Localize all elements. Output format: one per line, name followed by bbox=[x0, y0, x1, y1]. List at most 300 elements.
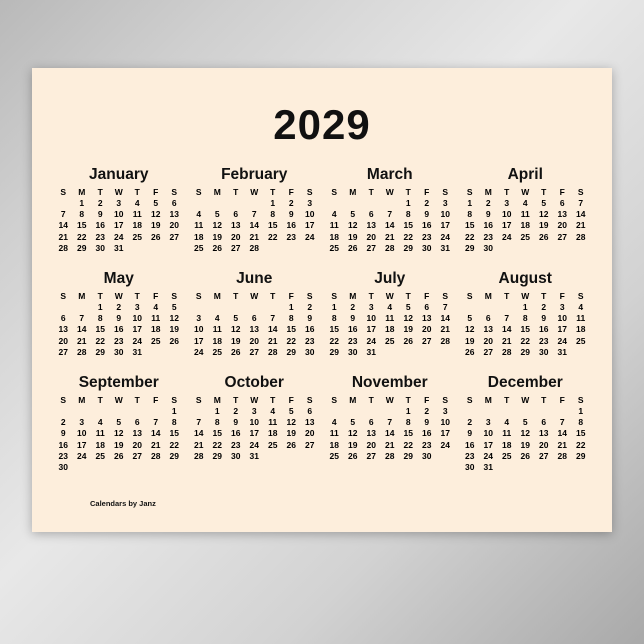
day-cell: 2 bbox=[424, 198, 430, 208]
day-cell: 8 bbox=[467, 209, 473, 220]
weekday-header: T bbox=[270, 395, 276, 406]
day-cell-empty bbox=[227, 302, 246, 313]
day-cell: 4 bbox=[522, 198, 528, 208]
days-grid bbox=[461, 302, 591, 358]
days-grid bbox=[190, 302, 320, 358]
day-cell: 19 bbox=[231, 335, 241, 346]
day-cell: 26 bbox=[403, 335, 413, 346]
day-cell: 12 bbox=[231, 324, 241, 335]
weekday-header: F bbox=[559, 395, 565, 406]
day-cell: 10 bbox=[440, 417, 450, 428]
day-cell: 7 bbox=[196, 417, 202, 428]
day-cell: 14 bbox=[502, 324, 512, 335]
month-name: September bbox=[78, 374, 159, 392]
day-cell: 26 bbox=[348, 242, 358, 253]
day-cell: 10 bbox=[557, 313, 567, 324]
day-cell: 29 bbox=[329, 346, 339, 357]
day-cell: 21 bbox=[249, 231, 259, 242]
day-cell: 10 bbox=[77, 428, 87, 439]
day-cell: 24 bbox=[366, 335, 376, 346]
day-cell: 19 bbox=[465, 335, 475, 346]
day-cell: 26 bbox=[520, 450, 530, 461]
day-cell: 23 bbox=[58, 450, 68, 461]
day-cell-empty bbox=[264, 302, 283, 313]
day-cell: 14 bbox=[58, 220, 68, 231]
day-cell: 27 bbox=[132, 450, 142, 461]
day-cell: 16 bbox=[539, 324, 549, 335]
day-cell: 22 bbox=[403, 439, 413, 450]
day-cell: 22 bbox=[77, 231, 87, 242]
day-cell: 13 bbox=[422, 313, 432, 324]
day-cell: 28 bbox=[249, 242, 259, 253]
day-cell: 1 bbox=[214, 406, 220, 417]
day-cell-empty bbox=[344, 198, 363, 209]
day-cell: 22 bbox=[286, 335, 296, 346]
day-cell: 26 bbox=[348, 450, 358, 461]
day-cell: 20 bbox=[557, 220, 567, 231]
day-cell: 20 bbox=[305, 428, 315, 439]
day-cell: 10 bbox=[249, 417, 259, 428]
day-cell: 6 bbox=[424, 302, 430, 313]
day-cell: 23 bbox=[483, 231, 493, 242]
day-cell: 24 bbox=[132, 335, 142, 346]
day-cell: 9 bbox=[97, 209, 103, 220]
day-cell: 9 bbox=[467, 428, 473, 439]
day-cell: 8 bbox=[288, 313, 294, 324]
day-cell: 28 bbox=[385, 242, 395, 253]
weekday-header: W bbox=[385, 187, 394, 197]
day-cell: 1 bbox=[79, 198, 85, 208]
day-cell: 19 bbox=[520, 439, 530, 450]
day-cell: 24 bbox=[114, 231, 124, 242]
day-cell-empty bbox=[54, 406, 73, 417]
day-cell: 4 bbox=[153, 302, 159, 313]
weekday-header: M bbox=[349, 187, 357, 197]
day-cell: 5 bbox=[233, 313, 239, 324]
weekday-header: S bbox=[442, 291, 449, 302]
day-cell: 10 bbox=[440, 209, 450, 220]
day-cell: 21 bbox=[576, 220, 586, 231]
day-cell: 25 bbox=[576, 335, 586, 346]
day-cell: 21 bbox=[440, 324, 450, 335]
weekday-header: T bbox=[270, 187, 276, 197]
day-cell: 1 bbox=[331, 302, 337, 313]
days-grid bbox=[325, 302, 455, 358]
day-cell: 13 bbox=[539, 428, 549, 439]
day-cell: 2 bbox=[541, 302, 547, 313]
day-cell: 17 bbox=[440, 220, 450, 231]
day-cell: 11 bbox=[268, 417, 278, 428]
weekday-header: S bbox=[331, 395, 338, 406]
day-cell: 14 bbox=[440, 313, 450, 324]
day-cell: 3 bbox=[116, 198, 122, 208]
weekday-header: T bbox=[405, 291, 411, 302]
page-title: 2029 bbox=[273, 101, 371, 148]
day-cell: 24 bbox=[77, 450, 87, 461]
day-cell: 16 bbox=[231, 428, 241, 439]
day-cell: 27 bbox=[366, 242, 376, 253]
day-cell: 2 bbox=[307, 302, 313, 313]
day-cell: 6 bbox=[559, 198, 565, 208]
day-cell: 8 bbox=[171, 417, 177, 428]
month-name: November bbox=[351, 374, 428, 392]
day-cell: 26 bbox=[286, 439, 296, 450]
day-cell: 5 bbox=[522, 417, 528, 428]
weekday-header: S bbox=[466, 395, 473, 406]
day-cell: 4 bbox=[97, 417, 103, 428]
day-cell: 19 bbox=[348, 439, 358, 450]
day-cell: 23 bbox=[286, 231, 296, 242]
day-cell: 3 bbox=[251, 406, 257, 417]
weekday-header: F bbox=[424, 187, 430, 197]
day-cell: 16 bbox=[422, 220, 432, 231]
day-cell: 22 bbox=[329, 335, 339, 346]
day-cell: 10 bbox=[502, 209, 512, 220]
month-block bbox=[54, 374, 184, 473]
weekday-header: F bbox=[288, 395, 294, 406]
weekday-header: F bbox=[288, 291, 294, 302]
day-cell-empty bbox=[128, 406, 147, 417]
month-block bbox=[461, 374, 591, 473]
day-cell: 29 bbox=[576, 450, 586, 461]
day-cell: 27 bbox=[169, 231, 179, 242]
day-cell: 7 bbox=[153, 417, 159, 428]
day-cell: 21 bbox=[268, 335, 278, 346]
weekday-header: F bbox=[559, 187, 565, 197]
day-cell-empty bbox=[227, 198, 246, 209]
day-cell: 15 bbox=[95, 324, 105, 335]
day-cell: 23 bbox=[114, 335, 124, 346]
day-cell: 21 bbox=[385, 231, 395, 242]
day-cell: 10 bbox=[114, 209, 124, 220]
day-cell: 16 bbox=[422, 428, 432, 439]
day-cell: 25 bbox=[520, 231, 530, 242]
day-cell-empty bbox=[190, 302, 209, 313]
weekday-header: T bbox=[541, 187, 547, 197]
day-cell: 28 bbox=[557, 450, 567, 461]
month-name: August bbox=[498, 270, 552, 288]
month-name: March bbox=[366, 166, 413, 183]
day-cell: 4 bbox=[331, 417, 337, 428]
day-cell-empty bbox=[325, 198, 344, 209]
weekday-header: T bbox=[97, 395, 103, 406]
day-cell: 17 bbox=[194, 335, 204, 346]
day-cell: 1 bbox=[270, 198, 276, 208]
day-cell: 26 bbox=[114, 450, 124, 461]
day-cell: 23 bbox=[422, 231, 432, 242]
day-cell: 10 bbox=[366, 313, 376, 324]
day-cell: 19 bbox=[169, 324, 179, 335]
day-cell: 21 bbox=[151, 439, 161, 450]
day-cell: 24 bbox=[557, 335, 567, 346]
day-cell: 17 bbox=[77, 439, 87, 450]
weekday-header: S bbox=[331, 187, 338, 197]
day-cell: 22 bbox=[520, 335, 530, 346]
day-cell: 10 bbox=[132, 313, 142, 324]
day-cell: 18 bbox=[385, 324, 395, 335]
day-cell: 4 bbox=[196, 209, 202, 220]
weekday-header-row bbox=[54, 291, 184, 302]
weekday-header: S bbox=[60, 395, 67, 406]
day-cell: 28 bbox=[58, 242, 68, 253]
weekday-header-row bbox=[461, 187, 591, 198]
month-block bbox=[325, 374, 455, 473]
day-cell: 3 bbox=[368, 302, 374, 313]
day-cell: 6 bbox=[541, 417, 547, 428]
day-cell-empty bbox=[73, 406, 92, 417]
day-cell: 15 bbox=[268, 220, 278, 231]
weekday-header: T bbox=[504, 187, 510, 197]
day-cell: 11 bbox=[520, 209, 530, 220]
day-cell: 27 bbox=[422, 335, 432, 346]
day-cell-empty bbox=[190, 198, 209, 209]
day-cell: 24 bbox=[440, 439, 450, 450]
day-cell: 26 bbox=[212, 242, 222, 253]
day-cell: 25 bbox=[95, 450, 105, 461]
day-cell: 7 bbox=[79, 313, 85, 324]
weekday-header: S bbox=[306, 395, 313, 406]
day-cell: 20 bbox=[58, 335, 68, 346]
day-cell: 14 bbox=[77, 324, 87, 335]
day-cell: 22 bbox=[95, 335, 105, 346]
day-cell: 29 bbox=[465, 242, 475, 253]
day-cell: 15 bbox=[212, 428, 222, 439]
day-cell: 29 bbox=[286, 346, 296, 357]
day-cell: 8 bbox=[331, 313, 337, 324]
day-cell-empty bbox=[54, 302, 73, 313]
days-grid bbox=[461, 406, 591, 473]
weekday-header-row bbox=[461, 395, 591, 406]
weekday-header: S bbox=[60, 291, 67, 302]
day-cell: 14 bbox=[194, 428, 204, 439]
day-cell: 11 bbox=[329, 220, 339, 231]
day-cell: 30 bbox=[58, 462, 68, 473]
day-cell: 13 bbox=[483, 324, 493, 335]
day-cell: 16 bbox=[286, 220, 296, 231]
day-cell: 13 bbox=[169, 209, 179, 220]
day-cell: 31 bbox=[440, 242, 450, 253]
day-cell-empty bbox=[461, 302, 480, 313]
day-cell: 18 bbox=[212, 335, 222, 346]
weekday-header: W bbox=[114, 291, 123, 302]
day-cell: 29 bbox=[403, 450, 413, 461]
weekday-header: T bbox=[368, 291, 374, 302]
day-cell: 29 bbox=[169, 450, 179, 461]
day-cell: 6 bbox=[307, 406, 313, 417]
weekday-header: F bbox=[424, 291, 430, 302]
day-cell: 15 bbox=[403, 220, 413, 231]
day-cell: 1 bbox=[578, 406, 584, 417]
weekday-header: M bbox=[78, 395, 86, 406]
day-cell: 8 bbox=[405, 209, 411, 220]
day-cell: 12 bbox=[212, 220, 222, 231]
weekday-header: F bbox=[153, 291, 159, 302]
day-cell: 21 bbox=[77, 335, 87, 346]
day-cell: 29 bbox=[95, 346, 105, 357]
day-cell: 9 bbox=[424, 209, 430, 220]
day-cell: 12 bbox=[465, 324, 475, 335]
day-cell: 17 bbox=[249, 428, 259, 439]
day-cell: 13 bbox=[557, 209, 567, 220]
weekday-header: S bbox=[171, 395, 178, 406]
day-cell: 11 bbox=[95, 428, 105, 439]
day-cell: 20 bbox=[231, 231, 241, 242]
day-cell: 5 bbox=[541, 198, 547, 208]
day-cell: 4 bbox=[134, 198, 140, 208]
day-cell: 25 bbox=[329, 242, 339, 253]
weekday-header: T bbox=[233, 291, 239, 302]
day-cell: 4 bbox=[578, 302, 584, 313]
day-cell: 8 bbox=[214, 417, 220, 428]
day-cell: 28 bbox=[194, 450, 204, 461]
poster-content bbox=[32, 68, 612, 532]
weekday-header: W bbox=[385, 395, 394, 406]
day-cell: 27 bbox=[483, 346, 493, 357]
day-cell: 15 bbox=[465, 220, 475, 231]
day-cell-empty bbox=[535, 406, 554, 417]
day-cell: 8 bbox=[270, 209, 276, 220]
day-cell: 7 bbox=[270, 313, 276, 324]
day-cell: 3 bbox=[134, 302, 140, 313]
month-block bbox=[54, 270, 184, 358]
day-cell: 28 bbox=[268, 346, 278, 357]
day-cell: 17 bbox=[440, 428, 450, 439]
day-cell: 18 bbox=[268, 428, 278, 439]
days-grid bbox=[54, 406, 184, 473]
day-cell: 23 bbox=[305, 335, 315, 346]
day-cell: 30 bbox=[483, 242, 493, 253]
day-cell: 4 bbox=[331, 209, 337, 220]
day-cell-empty bbox=[381, 198, 400, 209]
weekday-header: S bbox=[171, 187, 178, 197]
day-cell: 13 bbox=[366, 428, 376, 439]
days-grid bbox=[190, 406, 320, 462]
weekday-header: T bbox=[97, 291, 103, 302]
day-cell: 14 bbox=[268, 324, 278, 335]
day-cell: 7 bbox=[559, 417, 565, 428]
day-cell-empty bbox=[479, 406, 498, 417]
day-cell: 5 bbox=[214, 209, 220, 220]
weekday-header: T bbox=[541, 395, 547, 406]
day-cell: 22 bbox=[465, 231, 475, 242]
weekday-header: W bbox=[250, 187, 259, 197]
day-cell: 28 bbox=[151, 450, 161, 461]
day-cell: 5 bbox=[405, 302, 411, 313]
day-cell: 14 bbox=[249, 220, 259, 231]
day-cell: 15 bbox=[576, 428, 586, 439]
month-name: October bbox=[224, 374, 284, 392]
day-cell: 6 bbox=[251, 313, 257, 324]
weekday-header-row bbox=[190, 291, 320, 302]
month-block bbox=[461, 270, 591, 358]
weekday-header: T bbox=[504, 291, 510, 302]
month-name: May bbox=[103, 270, 134, 288]
day-cell: 7 bbox=[442, 302, 448, 313]
days-grid bbox=[54, 198, 184, 254]
day-cell: 2 bbox=[350, 302, 356, 313]
weekday-header: T bbox=[134, 291, 140, 302]
day-cell: 29 bbox=[403, 242, 413, 253]
day-cell: 25 bbox=[329, 450, 339, 461]
weekday-header: M bbox=[484, 187, 492, 197]
day-cell: 28 bbox=[440, 335, 450, 346]
weekday-header: T bbox=[405, 187, 411, 197]
day-cell: 11 bbox=[576, 313, 586, 324]
day-cell: 2 bbox=[467, 417, 473, 428]
day-cell: 2 bbox=[424, 406, 430, 417]
weekday-header: M bbox=[484, 291, 492, 302]
day-cell: 17 bbox=[114, 220, 124, 231]
day-cell-empty bbox=[73, 302, 92, 313]
day-cell: 22 bbox=[403, 231, 413, 242]
day-cell: 26 bbox=[465, 346, 475, 357]
day-cell: 16 bbox=[114, 324, 124, 335]
day-cell: 13 bbox=[231, 220, 241, 231]
day-cell: 25 bbox=[268, 439, 278, 450]
day-cell: 6 bbox=[134, 417, 140, 428]
day-cell: 7 bbox=[387, 209, 393, 220]
day-cell: 9 bbox=[233, 417, 239, 428]
weekday-header: W bbox=[521, 291, 530, 302]
month-name: February bbox=[221, 166, 288, 183]
day-cell: 4 bbox=[214, 313, 220, 324]
weekday-header: W bbox=[385, 291, 394, 302]
day-cell: 20 bbox=[169, 220, 179, 231]
day-cell: 20 bbox=[366, 439, 376, 450]
weekday-header-row bbox=[190, 187, 320, 198]
day-cell: 17 bbox=[557, 324, 567, 335]
day-cell: 29 bbox=[77, 242, 87, 253]
day-cell-empty bbox=[362, 198, 381, 209]
day-cell: 30 bbox=[348, 346, 358, 357]
day-cell: 27 bbox=[305, 439, 315, 450]
day-cell: 3 bbox=[559, 302, 565, 313]
day-cell: 8 bbox=[522, 313, 528, 324]
day-cell: 14 bbox=[385, 428, 395, 439]
day-cell: 18 bbox=[520, 220, 530, 231]
days-grid bbox=[54, 302, 184, 358]
days-grid bbox=[461, 198, 591, 254]
weekday-header: T bbox=[541, 291, 547, 302]
day-cell: 19 bbox=[114, 439, 124, 450]
day-cell: 24 bbox=[305, 231, 315, 242]
day-cell: 6 bbox=[368, 209, 374, 220]
day-cell-empty bbox=[461, 406, 480, 417]
weekday-header: S bbox=[577, 395, 584, 406]
weekday-header: W bbox=[114, 395, 123, 406]
day-cell: 23 bbox=[465, 450, 475, 461]
day-cell: 13 bbox=[366, 220, 376, 231]
day-cell: 20 bbox=[539, 439, 549, 450]
weekday-header: M bbox=[349, 395, 357, 406]
day-cell: 20 bbox=[422, 324, 432, 335]
day-cell: 24 bbox=[440, 231, 450, 242]
day-cell: 6 bbox=[60, 313, 66, 324]
day-cell: 7 bbox=[504, 313, 510, 324]
day-cell: 12 bbox=[169, 313, 179, 324]
month-block bbox=[461, 166, 591, 254]
day-cell: 31 bbox=[557, 346, 567, 357]
day-cell-empty bbox=[325, 406, 344, 417]
days-grid bbox=[325, 198, 455, 254]
day-cell: 25 bbox=[385, 335, 395, 346]
calendar-poster bbox=[32, 68, 612, 532]
weekday-header: W bbox=[250, 395, 259, 406]
weekday-header: T bbox=[504, 395, 510, 406]
day-cell: 18 bbox=[95, 439, 105, 450]
day-cell: 30 bbox=[114, 346, 124, 357]
weekday-header: M bbox=[213, 395, 221, 406]
